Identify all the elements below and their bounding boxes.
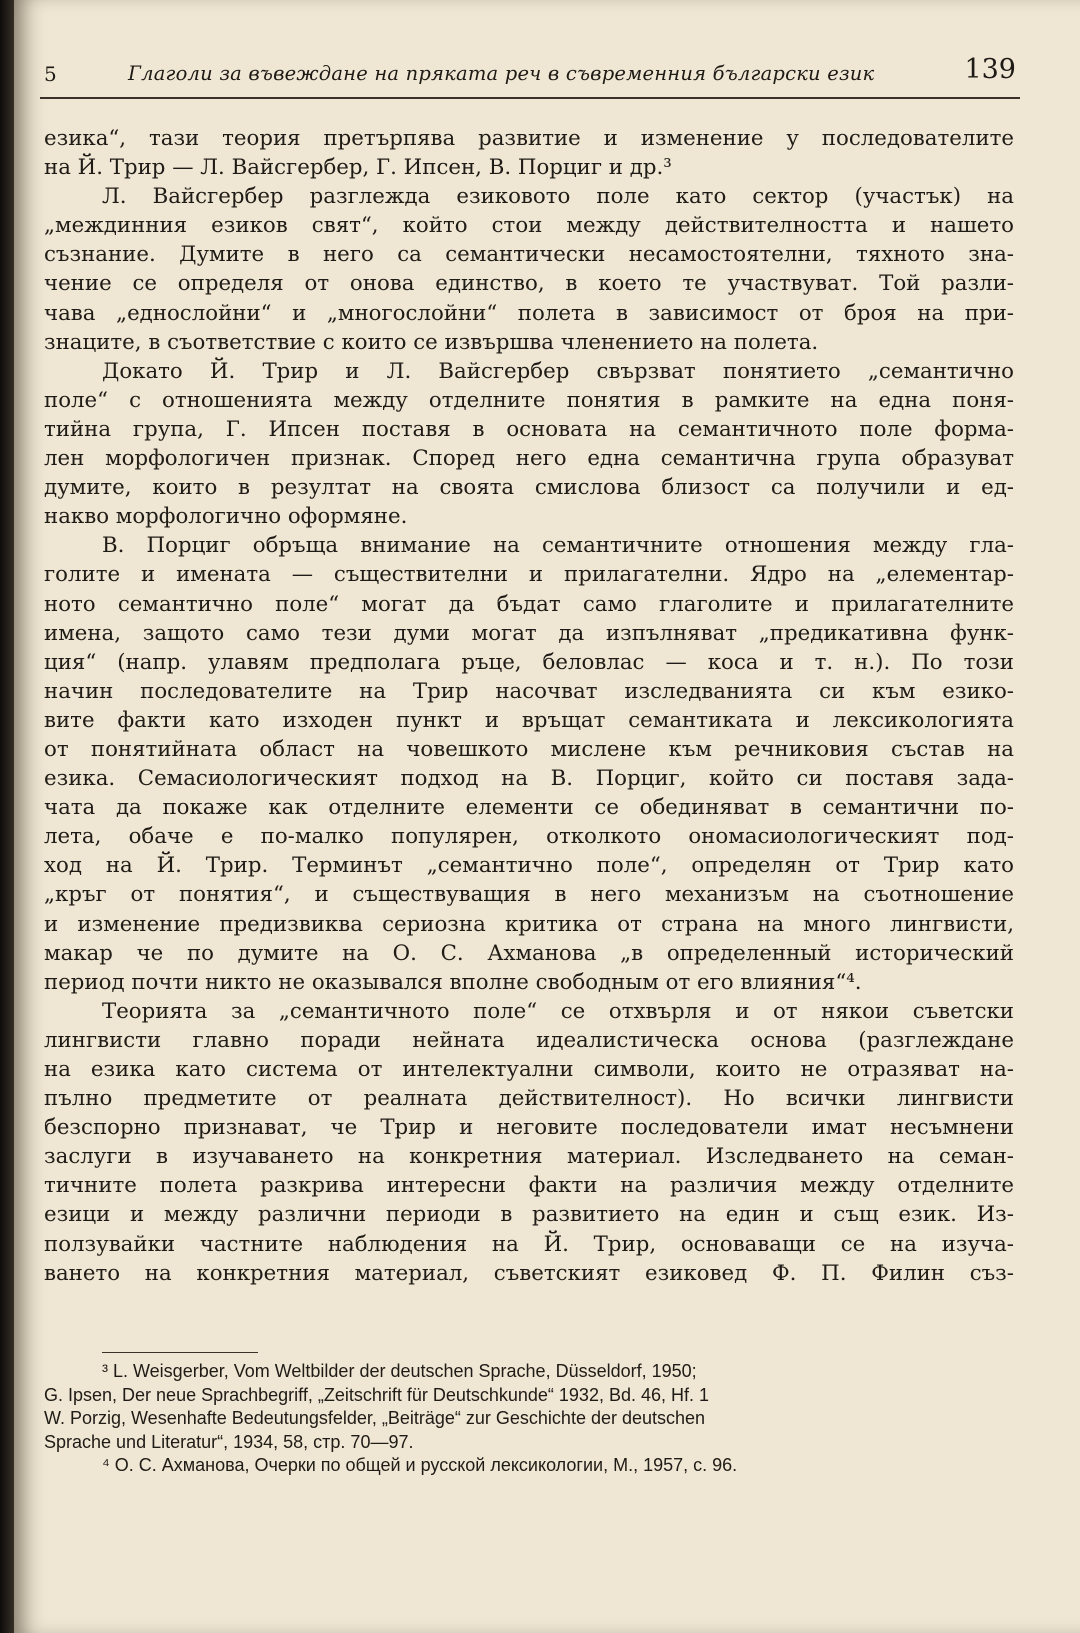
text-line: на Й. Трир — Л. Вайсгербер, Г. Ипсен, В. Порциг и др.³ bbox=[44, 155, 672, 181]
text-line: безспорно признават, че Трир и неговите последователи имат несъмнени bbox=[44, 1115, 1014, 1141]
running-header bbox=[44, 52, 1016, 96]
text-line: думите, които в резултат на своята смислова близост са получили и ед- bbox=[44, 475, 1014, 501]
text-line: тичните полета разкрива интересни факти на различия между отделните bbox=[44, 1173, 1014, 1199]
text-line: имена, защото само тези думи могат да изпълняват „предикативна функ- bbox=[44, 620, 1014, 646]
text-line: „междинния езиков свят“, който стои между действителността и нашето bbox=[44, 213, 1014, 239]
text-line: Докато Й. Трир и Л. Вайсгербер свързват понятието „семантично bbox=[102, 358, 1014, 384]
text-line: „кръг от понятия“, и съществуващия в него механизъм на съотношение bbox=[44, 882, 1014, 908]
text-line: ход на Й. Трир. Терминът „семантично поле“, определян от Трир като bbox=[44, 853, 1014, 879]
text-line: вите факти като изходен пункт и връщат семантиката и лексикологията bbox=[44, 707, 1014, 733]
running-title: Глаголи за въвеждане на пряката реч в съвременния български език bbox=[128, 62, 875, 85]
body-text bbox=[44, 124, 1014, 1288]
footnote-line: W. Porzig, Wesenhafte Bedeutungsfelder, „Beiträge“ zur Geschichte der deutschen bbox=[44, 1408, 706, 1428]
text-line: начин последователите на Трир насочват изследванията си към езико- bbox=[44, 678, 1014, 704]
header-rule bbox=[40, 97, 1020, 99]
text-line: съзнание. Думите в него са семантически несамостоятелни, тяхното зна- bbox=[44, 242, 1014, 268]
footnote-line: ³ L. Weisgerber, Vom Weltbilder der deutschen Sprache, Düsseldorf, 1950; bbox=[102, 1361, 697, 1381]
text-line: чение се определя от онова единство, в което те участвуват. Той разли- bbox=[44, 271, 1014, 297]
text-line: заслуги в изучаването на конкретния материал. Изследването на семан- bbox=[44, 1144, 1014, 1170]
text-line: тийна група, Г. Ипсен поставя в основата на семантичното поле форма- bbox=[44, 416, 1014, 442]
text-line: чава „еднослойни“ и „многослойни“ полета в зависимост от броя на при- bbox=[44, 300, 1014, 326]
text-line: поле“ с отношенията между отделните понятия в рамките на една поня- bbox=[44, 387, 1014, 413]
text-line: от понятийната област на човешкото мислене към речниковия състав на bbox=[44, 736, 1014, 762]
page-number: 139 bbox=[964, 54, 1016, 85]
text-line: ното семантично поле“ могат да бъдат само глаголите и прилагателните bbox=[44, 591, 1014, 617]
text-line: период почти никто не оказывался вполне свободным от его влияния“⁴. bbox=[44, 969, 862, 995]
section-number: 5 bbox=[44, 62, 57, 86]
book-page bbox=[14, 0, 1080, 1633]
text-line: езика. Семасиологическият подход на В. Порциг, който си поставя зада- bbox=[44, 766, 1014, 792]
text-line: лингвисти главно поради нейната идеалистическа основа (разглеждане bbox=[44, 1027, 1014, 1053]
footnotes bbox=[44, 1360, 1019, 1478]
text-line: голите и имената — съществителни и прилагателни. Ядро на „елементар- bbox=[44, 562, 1014, 588]
text-line: езика“, тази теория претърпява развитие и изменение у последователите bbox=[44, 126, 1014, 151]
text-line: лен морфологичен признак. Според него една семантична група образуват bbox=[44, 446, 1014, 472]
text-line: Л. Вайсгербер разглежда езиковото поле като сектор (участък) на bbox=[102, 184, 1014, 210]
text-line: знаците, в съответствие с които се извършва членението на полета. bbox=[44, 329, 819, 355]
text-line: макар че по думите на О. С. Ахманова „в определенный исторический bbox=[44, 940, 1014, 966]
footnote-line: Sprache und Literatur“, 1934, 58, стр. 70—97. bbox=[44, 1431, 414, 1452]
text-line: ция“ (напр. улавям предполага ръце, беловлас — коса и т. н.). По този bbox=[44, 649, 1014, 675]
text-line: В. Порциг обръща внимание на семантичните отношения между гла- bbox=[102, 533, 1014, 559]
text-line: пълно предметите от реалната действителност). Но всички лингвисти bbox=[44, 1086, 1014, 1112]
text-line: Теорията за „семантичното поле“ се отхвърля и от някои съветски bbox=[102, 998, 1014, 1024]
footnote-rule bbox=[102, 1352, 258, 1353]
text-line: чата да покаже как отделните елементи се обединяват в семантични по- bbox=[44, 795, 1014, 821]
text-line: езици и между различни периоди в развитието на един и същ език. Из- bbox=[44, 1202, 1014, 1228]
text-line: накво морфологично оформяне. bbox=[44, 504, 408, 530]
footnote-line: ⁴ О. С. Ахманова, Очерки по общей и русской лексикологии, М., 1957, с. 96. bbox=[102, 1455, 738, 1475]
text-line: лета, обаче е по-малко популярен, отколкото ономасиологическият под- bbox=[44, 824, 1014, 850]
footnote-line: G. Ipsen, Der neue Sprachbegriff, „Zeitschrift für Deutschkunde“ 1932, Bd. 46, Hf. 1 bbox=[44, 1384, 710, 1405]
text-line: ването на конкретния материал, съветският езиковед Ф. П. Филин съз- bbox=[44, 1260, 1014, 1286]
text-line: ползувайки частните наблюдения на Й. Трир, основаващи се на изуча- bbox=[44, 1231, 1014, 1257]
text-line: на езика като система от интелектуални символи, които не отразяват на- bbox=[44, 1057, 1014, 1082]
text-line: и изменение предизвиква сериозна критика от страна на много лингвисти, bbox=[44, 911, 1014, 937]
